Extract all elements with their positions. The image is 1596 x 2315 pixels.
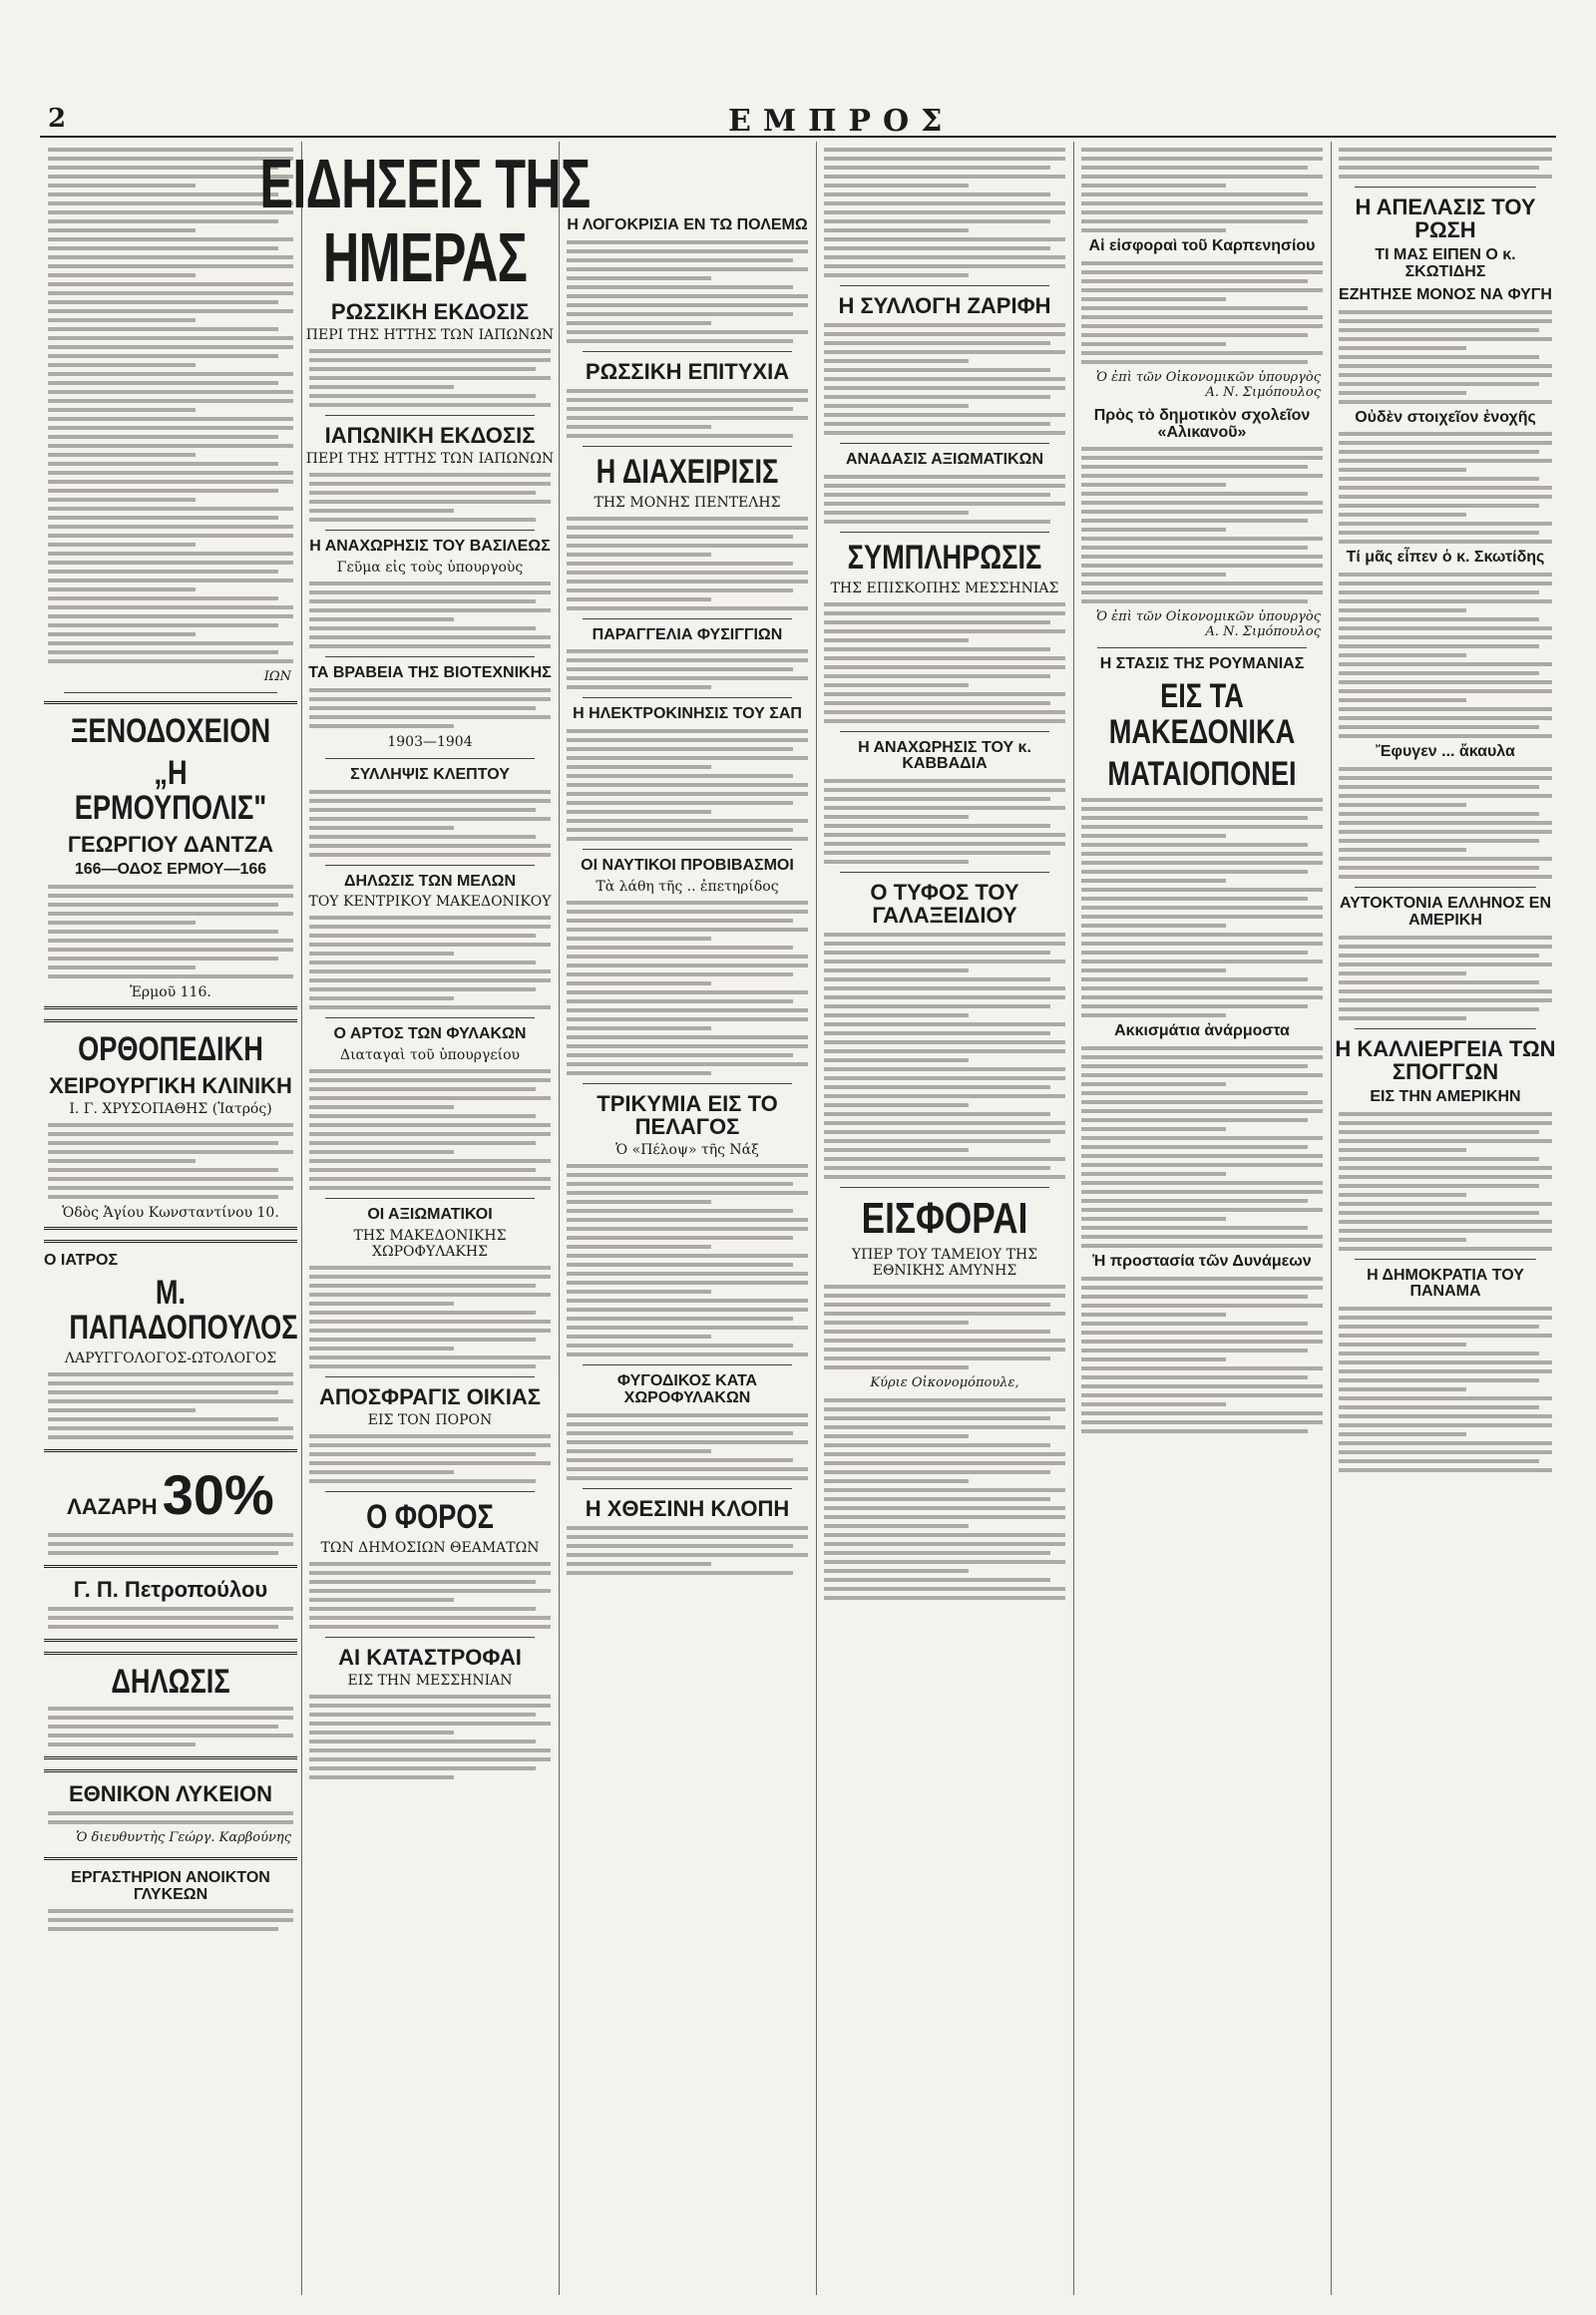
column-3 (563, 142, 812, 2295)
column-5 (1077, 142, 1327, 2295)
headline: Η ΑΝΑΧΩΡΗΣΙΣ ΤΟΥ κ. ΚΑΒΒΑΔΙΑ (858, 738, 1031, 773)
headline: Η ΔΙΑΧΕΙΡΙΣΙΣ (596, 452, 779, 491)
headline: Ο ΑΡΤΟΣ ΤΩΝ ΦΥΛΑΚΩΝ (333, 1025, 527, 1043)
column-rule (559, 142, 560, 2295)
column-rule (1331, 142, 1332, 2295)
headline-sub: ΕΙΣ ΤΟΝ ΠΟΡΟΝ (367, 1412, 493, 1429)
headline: Πρὸς τὸ δημοτικὸν σχολεῖον «Αλικανοῦ» (1093, 406, 1311, 441)
headline-sub: ΤΙ ΜΑΣ ΕΙΠΕΝ Ο κ. ΣΚΩΤΙΔΗΣ (1375, 246, 1516, 280)
headline: Η ΑΠΕΛΑΣΙΣ ΤΟΥ ΡΩΣΗ (1355, 194, 1536, 243)
headline: ΟΙ ΑΞΙΩΜΑΤΙΚΟΙ (367, 1206, 493, 1224)
hotel-name: „Η ΕΡΜΟΥΠΟΛΙΣ" (74, 753, 267, 828)
headline: ΕΙΣΦΟΡΑΙ (861, 1194, 1028, 1244)
subheading: Τί μᾶς εἶπεν ὁ κ. Σκωτίδης (1346, 549, 1545, 567)
headline: ΟΙ ΝΑΥΤΙΚΟΙ ΠΡΟΒΙΒΑΣΜΟΙ (581, 857, 794, 875)
headline: Η ΛΟΓΟΚΡΙΣΙΑ ΕΝ ΤΩ ΠΟΛΕΜΩ (567, 216, 808, 233)
workshop-ad (44, 1870, 297, 1932)
sale-ad (44, 1462, 297, 1555)
headline: Η ΣΥΛΛΟΓΗ ΖΑΡΙΦΗ (838, 293, 1051, 318)
headline-main: ΕΙΣ ΤΑ ΜΑΚΕΔΟΝΙΚΑ (1108, 677, 1296, 751)
clinic-subtitle: ΧΕΙΡΟΥΡΓΙΚΗ ΚΛΙΝΙΚΗ (49, 1072, 292, 1098)
headline: ΑΥΤΟΚΤΟΝΙΑ ΕΛΛΗΝΟΣ ΕΝ ΑΜΕΡΙΚΗ (1339, 894, 1552, 929)
hotel-address: 166—ΟΔΟΣ ΕΡΜΟΥ—166 (74, 861, 267, 879)
headline: ΑΝΑΔΑΣΙΣ ΑΞΙΩΜΑΤΙΚΩΝ (845, 451, 1044, 469)
headline: Η ΣΤΑΣΙΣ ΤΗΣ ΡΟΥΜΑΝΙΑΣ (1099, 655, 1305, 673)
headline-sub: ΤΗΣ ΕΠΙΣΚΟΠΗΣ ΜΕΣΣΗΝΙΑΣ (830, 579, 1059, 596)
headline-sub: Γεῦμα εἰς τοὺς ὑπουργοὺς (336, 559, 524, 576)
announcement (44, 1652, 297, 1759)
lyceum-title: ΕΘΝΙΚΟΝ ΛΥΚΕΙΟΝ (69, 1780, 272, 1806)
clinic-address: Ὁδὸς Ἁγίου Κωνσταντίνου 10. (62, 1204, 279, 1221)
subheading: Ἔφυγεν ... ἄκαυλα (1376, 743, 1515, 761)
headline-sub: ΠΕΡΙ ΤΗΣ ΗΤΤΗΣ ΤΩΝ ΙΑΠΩΝΩΝ (305, 327, 555, 344)
gp-ad (44, 1565, 297, 1642)
headline: Ο ΦΟΡΟΣ (366, 1498, 494, 1537)
main-section-title: ΕΙΔΗΣΕΙΣ ΤΗΣ ΗΜΕΡΑΣ (259, 145, 591, 296)
subheading: Ακκισμάτια ἀνάρμοστα (1114, 1022, 1290, 1040)
column-6 (1335, 142, 1556, 2295)
signature: Ὁ ἐπὶ τῶν Οἰκονομικῶν ὑπουργὸς Α. Ν. Σιμόπουλος (1095, 369, 1321, 400)
column-rule (301, 142, 302, 2295)
headline-big: ΜΑΤΑΙΟΠΟΝΕΙ (1107, 754, 1297, 793)
clinic-title: ΟΡΘΟΠΕΔΙΚΗ (78, 1029, 263, 1068)
headline: ΑΙ ΚΑΤΑΣΤΡΟΦΑΙ (338, 1644, 522, 1670)
headline: Ο ΤΥΦΟΣ ΤΟΥ ΓΑΛΑΞΕΙΔΙΟΥ (870, 880, 1019, 929)
headline-sub: ΠΕΡΙ ΤΗΣ ΗΤΤΗΣ ΤΩΝ ΙΑΠΩΝΩΝ (305, 451, 555, 468)
masthead-rule (40, 136, 1556, 138)
announcement-title: ΔΗΛΩΣΙΣ (111, 1663, 230, 1701)
headline: Η ΑΝΑΧΩΡΗΣΙΣ ΤΟΥ ΒΑΣΙΛΕΩΣ (309, 538, 551, 556)
headline: ΤΡΙΚΥΜΙΑ ΕΙΣ ΤΟ ΠΕΛΑΓΟΣ (597, 1090, 778, 1140)
headline-sub: ΤΗΣ ΜΟΝΗΣ ΠΕΝΤΕΛΗΣ (594, 494, 781, 511)
column-1 (44, 142, 297, 2295)
headline: ΡΩΣΣΙΚΗ ΕΚΔΟΣΙΣ (330, 299, 530, 324)
headline: ΦΥΓΟΔΙΚΟΣ ΚΑΤΑ ΧΩΡΟΦΥΛΑΚΩΝ (616, 1372, 758, 1406)
clinic-ad (44, 1019, 297, 1230)
headline-sub: ΤΗΣ ΜΑΚΕΔΟΝΙΚΗΣ ΧΩΡΟΦΥΛΑΚΗΣ (353, 1227, 507, 1260)
sale-percent: 30% (162, 1462, 274, 1526)
headline-sub: ΕΙΣ ΤΗΝ ΑΜΕΡΙΚΗΝ (1370, 1087, 1521, 1105)
doctor-specialty: ΛΑΡΥΓΓΟΛΟΓΟΣ-ΩΤΟΛΟΓΟΣ (64, 1350, 277, 1366)
headline: ΡΩΣΣΙΚΗ ΕΠΙΤΥΧΙΑ (585, 358, 790, 384)
doctor-label: Ο ΙΑΤΡΟΣ (44, 1251, 119, 1269)
headline: ΙΑΠΩΝΙΚΗ ΕΚΔΟΣΙΣ (324, 423, 536, 449)
signature: ΙΩΝ (263, 669, 291, 684)
masthead (0, 0, 1596, 139)
headline-sub: ΤΩΝ ΔΗΜΟΣΙΩΝ ΘΕΑΜΑΤΩΝ (320, 1539, 540, 1556)
headline: Η ΚΑΛΛΙΕΡΓΕΙΑ ΤΩΝ ΣΠΟΓΓΩΝ (1335, 1035, 1556, 1084)
headline: ΠΑΡΑΓΓΕΛΙΑ ΦΥΣΙΓΓΙΩΝ (592, 625, 783, 643)
headline-sub: ΤΟΥ ΚΕΝΤΡΙΚΟΥ ΜΑΚΕΔΟΝΙΚΟΥ (308, 894, 552, 911)
hotel-owner: ΓΕΩΡΓΙΟΥ ΔΑΝΤΖΑ (67, 832, 274, 858)
hotel-title: ΞΕΝΟΔΟΧΕΙΟΝ (70, 712, 271, 750)
hotel-end: Ἑρμοῦ 116. (130, 983, 211, 1000)
subheading: Οὐδὲν στοιχεῖον ἐνοχῆς (1355, 408, 1536, 426)
lyceum-ad (44, 1769, 297, 1860)
page-number: 2 (48, 104, 67, 134)
doctor-name: Μ. ΠΑΠΑΔΟΠΟΥΛΟΣ (69, 1273, 298, 1348)
column-rule (1073, 142, 1074, 2295)
headline: ΣΥΜΠΛΗΡΩΣΙΣ (847, 538, 1042, 577)
headline-sub: Τὰ λάθη τῆς .. ἐπετηρίδος (596, 878, 779, 895)
signature: Ὁ ἐπὶ τῶν Οἰκονομικῶν ὑπουργὸς Α. Ν. Σιμόπουλος (1095, 609, 1321, 640)
workshop-title: ΕΡΓΑΣΤΗΡΙΟΝ ΑΝΟΙΚΤΟΝ ΓΛΥΚΕΩΝ (71, 1868, 270, 1903)
headline: ΤΑ ΒΡΑΒΕΙΑ ΤΗΣ ΒΙΟΤΕΧΝΙΚΗΣ (308, 663, 552, 681)
prize-years: 1903—1904 (387, 733, 473, 750)
sale-name: ΛΑΖΑΡΗ (67, 1493, 158, 1519)
headline: ΔΗΛΩΣΙΣ ΤΩΝ ΜΕΛΩΝ (343, 872, 516, 890)
column-4 (820, 142, 1069, 2295)
hotel-ad (44, 701, 297, 1009)
subheading: Ἡ προστασία τῶν Δυνάμεων (1092, 1253, 1312, 1271)
column-2 (259, 142, 591, 2295)
doctor-ad (44, 1240, 297, 1452)
headline-sub: ΕΙΣ ΤΗΝ ΜΕΣΣΗΝΙΑΝ (347, 1672, 513, 1689)
paper-name: ΕΜΠΡΟΣ (728, 104, 955, 139)
headline: Η ΗΛΕΚΤΡΟΚΙΝΗΣΙΣ ΤΟΥ ΣΑΠ (573, 705, 802, 723)
clinic-doctor: Ι. Γ. ΧΡΥΣΟΠΑΘΗΣ (Ἰατρός) (69, 1100, 272, 1117)
headline: ΑΠΟΣΦΡΑΓΙΣ ΟΙΚΙΑΣ (318, 1383, 542, 1409)
headline-sub2: ΕΖΗΤΗΣΕ ΜΟΝΟΣ ΝΑ ΦΥΓΗ (1339, 285, 1552, 303)
letter-greeting: Κύριε Οἰκονομόπουλε, (870, 1374, 1019, 1390)
headline-sub: Ὁ «Πέλοψ» τῆς Νάξ (615, 1142, 759, 1159)
gp-title: Γ. Π. Πετροπούλου (73, 1576, 268, 1602)
headline: ΣΥΛΛΗΨΙΣ ΚΛΕΠΤΟΥ (350, 765, 510, 783)
headline: Αἱ εἰσφοραὶ τοῦ Καρπενησίου (1088, 237, 1316, 254)
headline: Η ΔΗΜΟΚΡΑΤΙΑ ΤΟΥ ΠΑΝΑΜΑ (1367, 1266, 1524, 1301)
column-rule (816, 142, 817, 2295)
headline-sub: Διαταγαὶ τοῦ ὑπουργείου (339, 1047, 521, 1064)
headline: Η ΧΘΕΣΙΝΗ ΚΛΟΠΗ (585, 1495, 790, 1521)
headline-sub: ΥΠΕΡ ΤΟΥ ΤΑΜΕΙΟΥ ΤΗΣ ΕΘΝΙΚΗΣ ΑΜΥΝΗΣ (851, 1246, 1038, 1279)
lyceum-signature: Ὁ διευθυντὴς Γεώργ. Καρβούνης (76, 1829, 291, 1845)
